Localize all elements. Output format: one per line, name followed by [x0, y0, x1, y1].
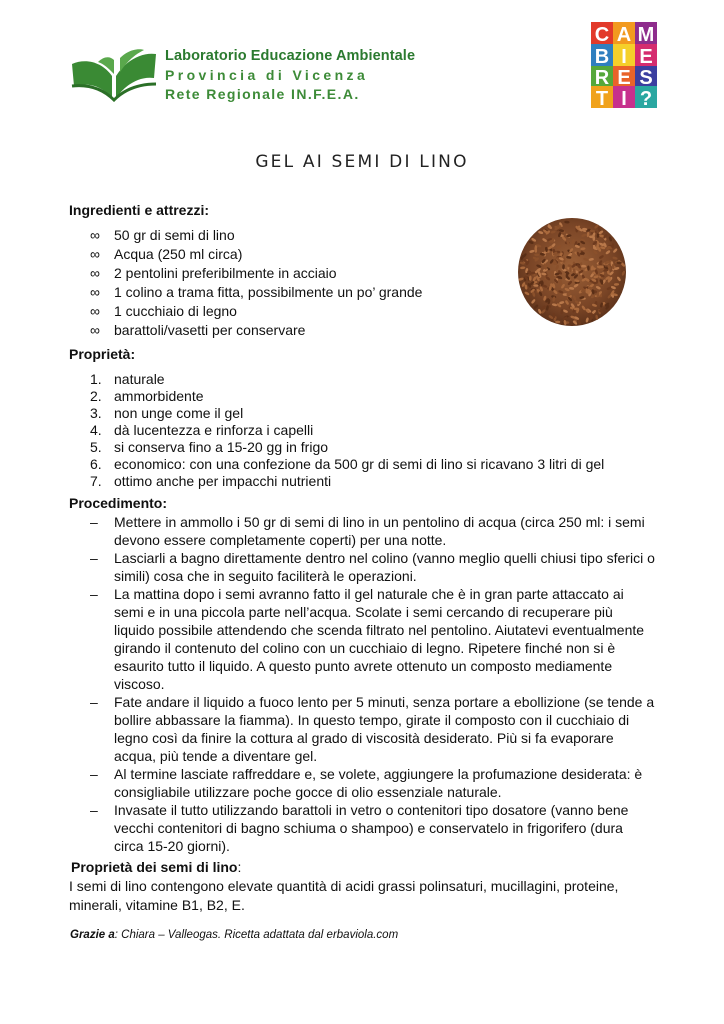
list-item: ∞ Acqua (250 ml circa)	[90, 246, 243, 262]
infinity-bullet-icon: ∞	[90, 227, 100, 243]
credits-label: Grazie a	[70, 929, 115, 941]
page-title: GEL AI SEMI DI LINO	[255, 152, 469, 172]
cambierésti-logo	[591, 22, 657, 108]
list-item: – La mattina dopo i semi avranno fatto il gel naturale che è in gran parte attaccato ai semi e in una piccola parte nell’acqua. Scolate i semi cercando di recuperare più liquido possibile attendendo che scenda filtrato nel pentolino. Aiutatevi eventualmente girando il contenuto del colino con un cucchiaio di legno. Ripetere finché non si è esaurito tutto il liquido. A questo punto avrete ottenuto un composto mediamente viscoso.	[90, 586, 645, 692]
ingredients-list	[90, 226, 510, 340]
mosaic-letter: I	[621, 88, 627, 108]
seed-properties-text: I semi di lino contengono elevate quantità di acidi grassi polinsaturi, mucillagini, proteine, minerali, vitamine B1, B2, E.	[69, 878, 619, 913]
mosaic-letter: M	[637, 24, 655, 46]
infinity-bullet-icon: ∞	[90, 246, 100, 262]
list-item: ∞ 1 cucchiaio di legno	[90, 303, 237, 319]
seed-properties-heading: Proprietà dei semi di lino	[71, 859, 238, 875]
list-item: – Invasate il tutto utilizzando barattoli in vetro o contenitori tipo dosatore (vanno bene vecchi contenitori di bagno schiuma o shampoo) e conservatelo in frigorifero (dura circa 15-20 giorni).	[90, 802, 629, 854]
mosaic-letter: C	[594, 24, 610, 46]
seed-grain	[617, 262, 622, 265]
flax-seeds-image	[514, 214, 630, 330]
infinity-bullet-icon: ∞	[90, 265, 100, 281]
list-item: 7. ottimo anche per impacchi nutrienti	[90, 473, 332, 489]
mosaic-letter: S	[639, 67, 653, 89]
list-item: 1. naturale	[90, 371, 165, 387]
list-item: – Fate andare il liquido a fuoco lento per 5 minuti, senza portare a ebollizione (se tende a bollire abbassare la fiamma). In questo tempo, girate il composto con il cucchiaio di legno così da finire la cottura al grado di viscosità desiderato. Più si fa evaporare acqua, più tende a diventare gel.	[90, 694, 655, 764]
list-item: – Mettere in ammollo i 50 gr di semi di lino in un pentolino di acqua (circa 250 ml: i semi devono essere completamente coperti) per una notte.	[90, 514, 645, 548]
list-item: ∞ 1 colino a trama fitta, possibilmente un po’ grande	[90, 284, 423, 300]
organization-name	[165, 48, 415, 102]
credits	[70, 929, 398, 941]
org-line-3: Rete Regionale IN.F.E.A.	[165, 86, 360, 102]
list-item: 6. economico: con una confezione da 500 gr di semi di lino si ricavano 3 litri di gel	[90, 456, 605, 472]
list-item: ∞ barattoli/vasetti per conservare	[90, 322, 306, 338]
list-item: – Al termine lasciate raffreddare e, se volete, aggiungere la profumazione desiderata: è consigliabile utilizzare poche gocce di olio essenziale naturale.	[90, 766, 643, 800]
properties-list	[90, 371, 710, 490]
credits-text: : Chiara – Valleogas. Ricetta adattata dal erbaviola.com	[114, 929, 399, 941]
procedure-heading: Procedimento:	[69, 495, 168, 511]
list-item: ∞ 50 gr di semi di lino	[90, 227, 235, 243]
mosaic-letter: B	[594, 46, 610, 68]
mosaic-letter: E	[617, 67, 631, 89]
mosaic-letter: I	[621, 46, 627, 68]
ingredients-heading: Ingredienti e attrezzi:	[69, 202, 210, 218]
list-item: 3. non unge come il gel	[90, 405, 244, 421]
properties-heading: Proprietà:	[69, 346, 136, 362]
procedure-list	[90, 513, 656, 855]
org-line-2: Provincia di Vicenza	[165, 67, 369, 83]
list-item: ∞ 2 pentolini preferibilmente in acciaio	[90, 265, 337, 281]
infinity-bullet-icon: ∞	[90, 322, 100, 338]
list-item: 2. ammorbidente	[90, 388, 204, 404]
infea-logo-icon	[68, 46, 160, 102]
mosaic-letter: ?	[639, 88, 653, 108]
infinity-bullet-icon: ∞	[90, 303, 100, 319]
org-line-1: Laboratorio Educazione Ambientale	[165, 48, 416, 64]
mosaic-letter: A	[616, 24, 632, 46]
seed-properties-section: Proprietà dei semi di lino: I semi di lino contengono elevate quantità di acidi grassi polinsaturi, mucillagini, proteine, minerali, vitamine B1, B2, E.	[69, 858, 669, 915]
mosaic-letter: E	[639, 46, 653, 68]
list-item: 5. si conserva fino a 15-20 gg in frigo	[90, 439, 329, 455]
list-item: 4. dà lucentezza e rinforza i capelli	[90, 422, 314, 438]
list-item: – Lasciarli a bagno direttamente dentro nel colino (vanno meglio quelli chiusi tipo sferici o simili) cosa che in seguito faciliterà le operazioni.	[90, 550, 655, 584]
mosaic-letter: T	[595, 88, 609, 108]
mosaic-letter: R	[594, 67, 610, 89]
infinity-bullet-icon: ∞	[90, 284, 100, 300]
